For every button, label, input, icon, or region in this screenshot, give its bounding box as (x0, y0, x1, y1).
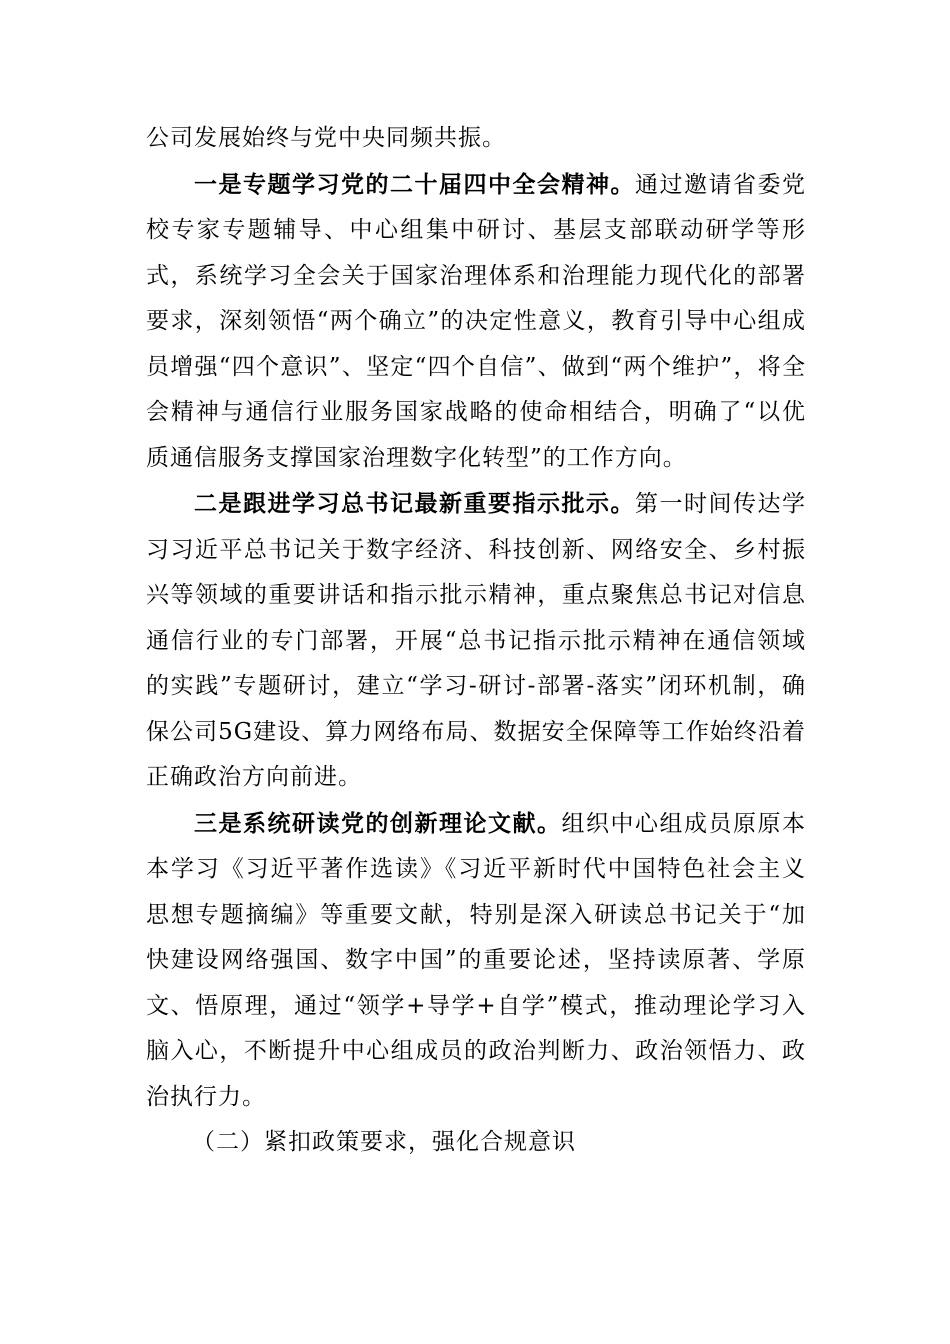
continuation-paragraph: 公司发展始终与党中央同频共振。 (146, 125, 506, 151)
paragraph-3-body: 组织中心组成员原原本本学习《习近平著作选读》《习近平新时代中国特色社会主义思想专题摘编》等重要文献，特别是深入研读总书记关于“加快建设网络强国、数字中国”的重要论述，坚持读原著、学原文、悟原理，通过“领学+导学+自学”模式，推动理论学习入脑入心，不断提升中心组成员的政治判断力、政治领悟力、政治执行力。 (146, 810, 806, 1110)
paragraph-2 (146, 481, 806, 801)
section-heading: （二）紧扣政策要求，强化合规意识 (192, 1129, 576, 1155)
paragraph-3-lead: 三是系统研读党的创新理论文献。 (194, 809, 562, 837)
paragraph-3 (146, 801, 806, 1121)
paragraph-1 (146, 162, 806, 482)
document-page (146, 116, 806, 1166)
paragraph-1-lead: 一是专题学习党的二十届四中全会精神。 (194, 170, 635, 198)
paragraph-1-body: 通过邀请省委党校专家专题辅导、中心组集中研讨、基层支部联动研学等形式，系统学习全会关于国家治理体系和治理能力现代化的部署要求，深刻领悟“两个确立”的决定性意义，教育引导中心组成员增强“四个意识”、坚定“四个自信”、做到“两个维护”，将全会精神与通信行业服务国家战略的使命相结合，明确了“以优质通信服务支撑国家治理数字化转型”的工作方向。 (146, 171, 806, 471)
paragraph-2-body: 第一时间传达学习习近平总书记关于数字经济、科技创新、网络安全、乡村振兴等领域的重要讲话和指示批示精神，重点聚焦总书记对信息通信行业的专门部署，开展“总书记指示批示精神在通信领域的实践”专题研讨，建立“学习-研讨-部署-落实”闭环机制，确保公司5G建设、算力网络布局、数据安全保障等工作始终沿着正确政治方向前进。 (146, 491, 806, 790)
paragraph-2-lead: 二是跟进学习总书记最新重要指示批示。 (194, 490, 635, 517)
